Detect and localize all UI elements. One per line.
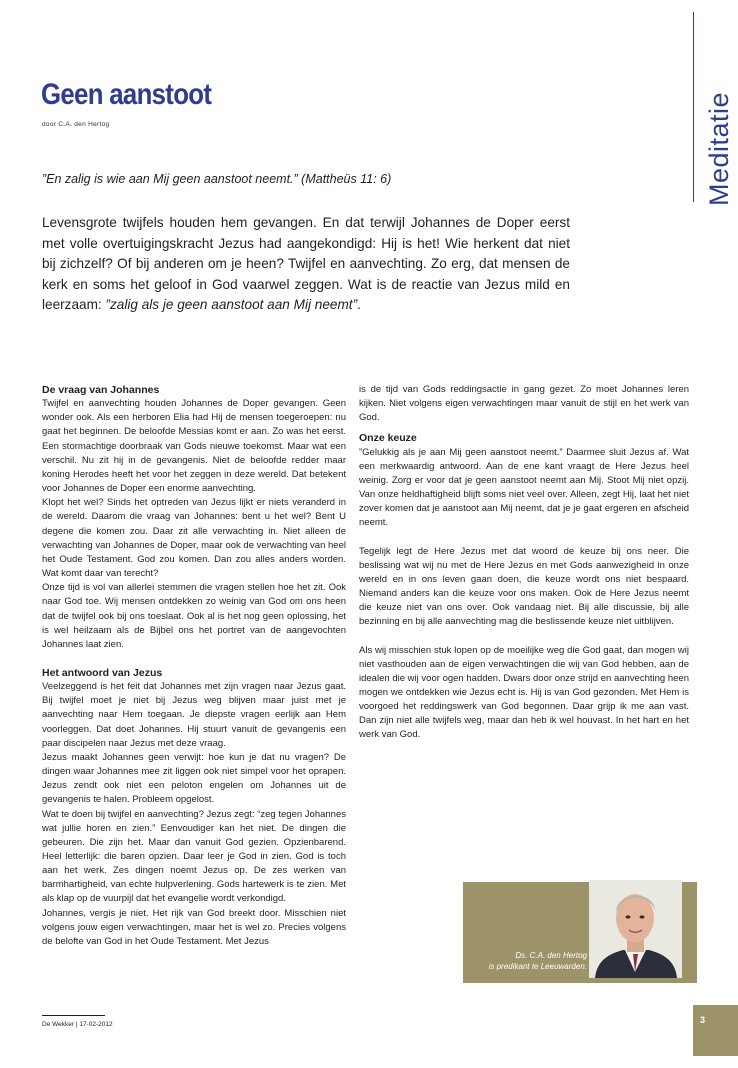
intro-tail: . [357,297,361,313]
page-number: 3 [700,1015,706,1025]
author-box [463,882,697,983]
author-byline: door C.A. den Hertog [42,121,110,128]
publication-footer: De Wekker | 17-02-2012 [42,1021,113,1028]
body-paragraph: ”Gelukkig als je aan Mij geen aanstoot neemt.” Daarmee sluit Jezus af. Wat een merkwaardig antwoord. Aan de ene kant vraagt de Here Jezus heel weinig. Zorg er voor dat je geen aanstoot neemt aan Mij. Stoot Mij niet opzij. Van onze heldhaftigheid blijft soms niet veel over. Alleen, zegt Hij, laat het niet zover komen dat je aanstoot aan Mij neemt, dat je je gaat ergeren en afscheid neemt. [359,446,689,529]
section-divider [693,12,694,202]
page-title: Geen aanstoot [41,78,212,111]
article-column-left [42,383,346,949]
page-number-tab [693,1005,738,1056]
body-paragraph: Als wij misschien stuk lopen op de moeilijke weg die God gaat, dan mogen wij niet vasthouden aan de eigen verwachtingen die wij van God hebben, aan de idealen die wij voor ogen hadden. Dwars door onze strijd en aanvechting heen mogen we ontdekken wie Jezus echt is. Hij is van God gezonden. Met Hem is voorgoed het reddingswerk van God begonnen. Daar grijp ik me aan vast. Dan zijn niet alle twijfels weg, maar dan heb ik wel houvast. In het hart en het werk van God. [359,644,689,741]
body-paragraph: Johannes, vergis je niet. Het rijk van God breekt door. Misschien niet volgens jouw eigen verwachtingen, maar het is wel zo. Precies volgens de belofte van God in het Oude Testament. Met Jezus [42,907,346,947]
author-caption-name: Ds. C.A. den Hertog [515,951,587,960]
body-paragraph: Tegelijk legt de Here Jezus met dat woord de keuze bij ons neer. Die beslissing wat wij nu met de Here Jezus en met Gods aanwezigheid in onze wereld en in ons leven gaan doen, die keuze wordt ons niet bespaard. Niemand anders kan die keuze voor ons maken. Ook de Here Jezus neemt die keuze niet van ons over. Ook vandaag niet. Bij alle discussie, bij alle bezinning en bij alle aanvechting mag die beslissende keuze niet uitblijven. [359,545,689,628]
intro-paragraph [42,213,570,316]
section-heading-keuze: Onze keuze [359,432,417,445]
author-caption [489,950,587,972]
body-paragraph: is de tijd van Gods reddingsactie in gang gezet. Zo moet Johannes leren kijken. Niet volgens eigen verwachtingen maar vanuit de stijl en het werk van God. [359,384,689,424]
article-column-right [359,383,689,743]
author-caption-role: is predikant te Leeuwarden. [488,962,587,971]
intro-emphasis: ”zalig als je geen aanstoot aan Mij neemt” [105,297,358,313]
section-heading-vraag: De vraag van Johannes [42,384,160,396]
body-paragraph: Jezus maakt Johannes geen verwijt: hoe kun je dat nu vragen? De dingen waar Johannes mee zit liggen ook niet simpel voor het oprapen. Jezus zendt ook niet een peloton engelen om Johannes uit de gevangenis te halen. Probleem opgelost. [42,751,346,806]
section-label: Meditatie [704,91,734,206]
intro-text: Levensgrote twijfels houden hem gevangen. En dat terwijl Johannes de Doper eerst met volle overtuigingskracht Jezus had aangekondigd: Hij is het! Wie herkent dat niet bij zichzelf? Of bij anderen om je heen? Twijfel en aanvechting. Zo erg, dat mensen de kerk en soms het geloof in God vaarwel zeggen. Wat is de reactie van Jezus mild en leerzaam: [42,215,570,313]
body-paragraph: Twijfel en aanvechting houden Johannes de Doper gevangen. Geen wonder ook. Als een herboren Elia had Hij de mensen toegeroepen: nu gaat het beginnen. De beloofde Messias komt er aan. Zo was het eerst. Een stormachtige doorbraak van Gods nieuwe toekomst. Maar wat een verschil. Nu zit hij in de gevangenis. Niet de beloofde redder maar koning Herodes heeft het voor het zeggen in deze wereld. Dat betekent voor Johannes de Doper een enorme aanvechting. [42,398,346,495]
body-paragraph: Klopt het wel? Sinds het optreden van Jezus lijkt er niets veranderd in de wereld. Daarom die vraag van Johannes: bent u het wel? Bent U degene die komen zou. Daar zit alle verwachting in. Niet alleen de verwachting van Johannes de Doper, maar ook de verwachting van heel het Oude Testament. God zou komen. Dan zou alles anders worden. Wat komt daar van terecht? [42,497,346,580]
footer-divider [42,1015,105,1016]
author-portrait [589,880,682,978]
bible-quote: ”En zalig is wie aan Mij geen aanstoot neemt.” (Mattheüs 11: 6) [42,172,392,186]
body-paragraph: Wat te doen bij twijfel en aanvechting? Jezus zegt: “zeg tegen Johannes wat jullie horen en zien.” Eenvoudiger kan het niet. De dingen die gebeuren. Die zijn het. Maar dan vanuit God gezien. Opzienbarend. Heel letterlijk: die baren opzien. Daar leer je God in zien. God is toch aan het werk. Zes dingen noemt Jezus op. De zes werken van barmhartigheid, van echte hulpverlening. Gods hartewerk is te zien. Met als klap op de vuurpijl dat het evangelie wordt verkondigd. [42,808,346,905]
body-paragraph: Veelzeggend is het feit dat Johannes met zijn vragen naar Jezus gaat. Bij twijfel moet je niet bij Jezus weg blijven maar juist met je aanvechting naar Hem toegaan. Je diepste vragen eerlijk aan Hem voorleggen. Dat doet Johannes. Hij stuurt vanuit de gevangenis een paar discipelen naar Jezus met deze vraag. [42,681,346,749]
body-paragraph: Onze tijd is vol van allerlei stemmen die vragen stellen hoe het zit. Ook naar God toe. Wij mensen ontdekken zo weinig van God om ons heen dat de twijfel ook bij ons toeslaat. Ook al is het nog geen oplossing, het is wel heilzaam als de Bijbel ons het portret van de aangevochten Johannes laat zien. [42,582,346,650]
section-heading-antwoord: Het antwoord van Jezus [42,666,163,679]
